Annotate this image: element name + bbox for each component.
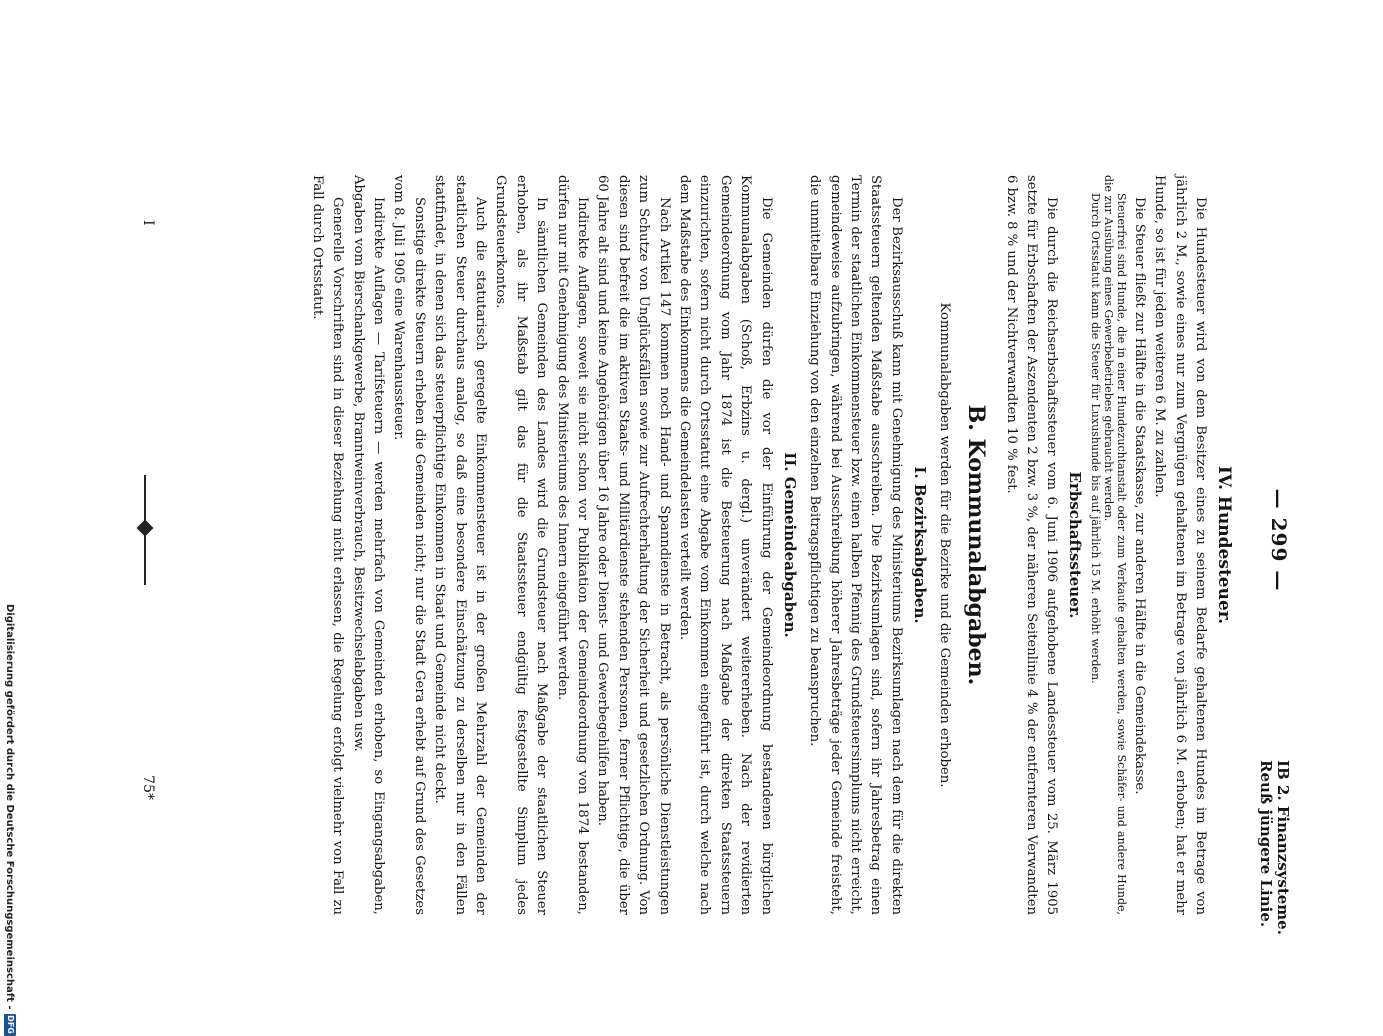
footer-left-mark: I (140, 220, 156, 226)
paragraph: Die Steuer fließt zur Hälfte in die Staatskasse, zur anderen Hälfte in die Gemeindekasse. (1131, 197, 1147, 795)
footer-ornament (137, 520, 154, 537)
heading-gemeindeabgaben: II. Gemeindeabgaben. (780, 452, 799, 638)
heading-bezirksabgaben: I. Bezirksabgaben. (910, 466, 929, 624)
small-paragraph: Steuerfrei sind Hunde, die in einer Hundezuchtanstalt oder zum Verkaufe gehalten werden, sowie Schäfer- und andere Hunde, die zur Ausübung eines Gewerbebetriebes gebraucht werden. (1102, 175, 1129, 915)
footer-right-mark: 75* (140, 775, 156, 800)
digitization-credit (4, 604, 16, 1036)
paragraph: Indirekte Auflagen — Tarifsteuern — werden mehrfach von Gemeinden erhoben, so Eingangsabgaben, Abgaben vom Bierschankgewerbe, Branntweinverbrauch, Besitzwechselabgaben usw. (350, 175, 386, 915)
section-title-2: Reuß jüngere Linie. (1257, 760, 1275, 928)
credit-text: Digitalisierung gefördert durch die Deutsche Forschungsgemeinschaft - (4, 604, 16, 1010)
section-title-1: Finanzsysteme. (1274, 805, 1292, 935)
small-paragraph: Durch Ortsstatut kann die Steuer für Luxushunde bis auf jährlich 15 M. erhöht werden. (1089, 193, 1103, 684)
heading-hundesteuer: IV. Hundesteuer. (1214, 465, 1234, 625)
paragraph: Sonstige direkte Steuern erheben die Gemeinden nicht; nur die Stadt Gera erhebt auf Grund des Gesetzes vom 8. Juli 1905 eine Warenhaussteuer. (391, 175, 427, 915)
paragraph: Die Hundesteuer wird von dem Besitzer eines zu seinem Bedarfe gehaltenen Hundes im Betrage von jährlich 2 M., sowie eines nur zum Vergnügen gehaltenen im Betrage von jährlich 6 M. erhoben; hat er mehr Hunde, so ist für jeden weiteren 6 M. zu zahlen. (1152, 175, 1208, 915)
body-text (306, 175, 1238, 915)
section-reference (1257, 760, 1291, 950)
dfg-logo: DFG (6, 1015, 15, 1034)
section-code-line (1274, 760, 1291, 950)
paragraph: Die durch die Reichserbschaftssteuer vom 6. Juni 1906 aufgehobene Landessteuer vom 25. März 1905 setzte für Erbschaften der Aszendenten 2 bzw. 3 %, der näheren Seitenlinie 4 % der entfernteren Verwandten 6 bzw. 8 % und der Nichtverwandten 10 % fest. (1003, 175, 1060, 915)
page-footer (128, 160, 158, 900)
paragraph: Die Gemeinden dürfen die vor der Einführung der Gemeindeordnung bestandenen bürglichen Kommunalabgaben (Schoß, Erbzins u. dergl.) unverändert weitererheben. Nach der revidierten Gemeindeordnung vom Jahr 1874 ist die Besteuerung nach Maßgabe der direkten Staatssteuern einzurichten, sofern nicht durch Ortsstatut eine Abgabe vom Einkommen eingeführt ist, durch welche nach dem Maßstabe des Einkommens die Gemeindelasten verteilt werden. (677, 175, 774, 915)
lead-paragraph: Kommunalabgaben werden für die Bezirke und die Gemeinden erhoben. (937, 302, 953, 788)
page-number: — 299 — (1267, 488, 1291, 592)
heading-kommunalabgaben: B. Kommunalabgaben. (963, 404, 990, 686)
credit-strip (0, 0, 16, 1034)
paragraph: Indirekte Auflagen, soweit sie nicht schon vor Publikation der Gemeindeordnung von 1874 bestanden, dürfen nur mit Genehmigung des Ministeriums des Innern eingeführt werden. (554, 175, 591, 915)
paragraph: In sämtlichen Gemeinden des Landes wird die Grundsteuer nach Maßgabe der staatlichen Steuer erhoben, als ihr Maßstab gilt das für die Staatssteuer endgültig festgestellte Simplum jedes Grundsteuerkontos. (493, 175, 550, 915)
paragraph: Auch die statutarisch geregelte Einkommensteuer ist in der großen Mehrzahl der Gemeinden der staatlichen Steuer durchaus analog, so daß eine besondere Einschätzung zu derselben nur in den Fällen stattfindet, in denen sich das steuerpflichtige Einkommen in Staat und Gemeinde nicht deckt. (432, 175, 489, 915)
section-code: IB 2. (1274, 760, 1292, 801)
paragraph: Nach Artikel 147 kommen noch Hand- und Spanndienste in Betracht, als persönliche Dienstleistungen zum Schutze von Unglücksfällen sowie zur Aufrechterhaltung der Sicherheit und gesetzlichen Ordnung. Von diesen sind befreit die im aktiven Staats- und Militärdienste stehenden Personen, ferner Pflichtige, die über 60 Jahre alt sind und keine Angehörigen über 16 Jahre oder Dienst- und Gewerbegehilfen haben. (595, 175, 672, 915)
page-header (1231, 150, 1291, 950)
heading-erbschaftssteuer: Erbschaftssteuer. (1066, 471, 1085, 619)
paragraph: Generelle Vorschriften sind in dieser Beziehung nicht erlassen, die Regelung erfolgt vielmehr von Fall zu Fall durch Ortsstatut. (309, 175, 346, 915)
paragraph: Der Bezirksausschuß kann mit Genehmigung des Ministeriums Bezirksumlagen nach dem für die direkten Staatssteuern geltenden Maßstabe ausschreiben. Die Bezirksumlagen sind, sofern ihr Jahresbetrag einen Termin der staatlichen Einkommensteuer bzw. einen halben Pfennig des Grundsteuersimplums nicht erreicht, gemeindeweise aufzubringen, während bei Ausschreibung höherer Jahresbeträge jeder Gemeinde freisteht, die unmittelbare Einziehung von den einzelnen Beitragspflichtigen zu beanspruchen. (807, 175, 904, 915)
